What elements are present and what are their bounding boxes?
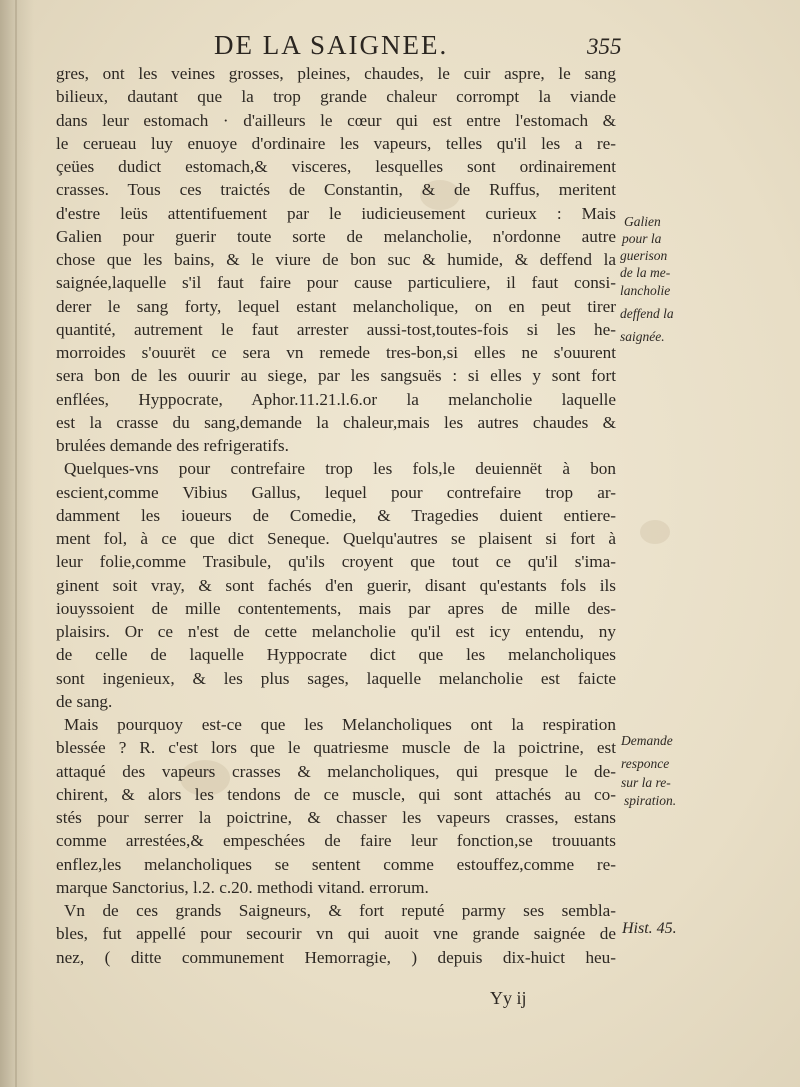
margin-note-line: spiration. (624, 793, 677, 808)
text-line: dans leur estomach · d'ailleurs le cœur qui est entre l'estomach & (56, 110, 616, 130)
text-line: sont ingenieux, & les plus sages, laquelle melancholie est faicte (56, 668, 616, 688)
text-line: bles, fut appellé pour secourir vn qui auoit vne grande saignée de (56, 924, 616, 944)
margin-note-line: guerison (620, 248, 668, 263)
page-edge (15, 0, 17, 1087)
text-line: brulées demande des refrigeratifs. (56, 436, 289, 455)
text-line: plaisirs. Or ce n'est de cette melancholie qu'il est icy entendu, ny (56, 622, 616, 641)
text-line: bilieux, dautant que la trop grande chaleur corrompt la viande (56, 87, 616, 107)
page-header (0, 30, 800, 66)
text-line: iouyssoient de mille contentements, mais par apres de mille des- (56, 598, 616, 618)
foxing-spot (640, 520, 670, 544)
margin-note-line: pour la (622, 231, 662, 246)
signature-mark: Yy ij (490, 988, 527, 1008)
margin-note-line: deffend la (620, 306, 674, 321)
text-line: de celle de laquelle Hyppocrate dict que les melancholiques (56, 645, 616, 665)
text-line: Quelques-vns pour contrefaire trop les fols,le deuiennët à bon (64, 459, 616, 479)
text-line: Mais pourquoy est-ce que les Melancholiques ont la respiration (64, 715, 616, 734)
text-line: ginent soit vray, & sont fachés d'en guerir, disant qu'estants fols ils (56, 575, 616, 595)
text-line: leur folie,comme Trasibule, qu'ils croyent que tout ce qu'il s'ima- (56, 552, 616, 572)
text-line: blessée ? R. c'est lors que le quatriesme muscle de la poictrine, est (56, 738, 616, 758)
margin-note-line: Demande (621, 733, 673, 748)
text-line: escient,comme Vibius Gallus, lequel pour contrefaire trop ar- (56, 482, 616, 502)
text-line: Vn de ces grands Saigneurs, & fort reputé parmy ses sembla- (64, 901, 616, 920)
running-head: DE LA SAIGNEE. (214, 30, 449, 60)
text-line: nez, ( ditte communement Hemorragie, ) depuis dix-huict heu- (56, 947, 616, 967)
text-line: ment fol, à ce que dict Seneque. Quelqu'autres se plaisent si fort à (56, 529, 616, 548)
gutter-shadow (0, 0, 34, 1087)
margin-note-line: de la me- (620, 265, 671, 280)
text-line: sera bon de les ouurir au siege, par les sangsuës : si elles y sont fort (56, 366, 616, 386)
margin-note-line: Galien (624, 214, 661, 229)
text-line: crasses. Tous ces traictés de Constantin, & de Ruffus, meritent (56, 180, 616, 200)
text-line: chirent, & alors les tendons de ce muscle, qui sont attachés au co- (56, 784, 616, 804)
text-line: d'estre leüs attentifuement par le iudicieusement curieux : Mais (56, 203, 616, 223)
margin-note-line: saignée. (620, 329, 665, 344)
text-line: derer le sang forty, lequel estant melancholique, on en peut tirer (56, 296, 616, 316)
text-line: gres, ont les veines grosses, pleines, chaudes, le cuir aspre, le sang (56, 64, 616, 83)
text-line: comme arrestées,& empeschées de faire leur fonction,se trouuants (56, 831, 616, 851)
text-line: enflez,les melancholiques se sentent comme estouffez,comme re- (56, 854, 616, 874)
text-line: de sang. (56, 691, 113, 711)
text-line: stés pour serrer la poictrine, & chasser les vapeurs crasses, estans (56, 808, 616, 827)
text-line: Galien pour guerir toute sorte de melancholie, n'ordonne autre (56, 226, 616, 246)
text-line: morroides s'ouurët ce sera vn remede tres-bon,si elles ne s'ouurent (56, 343, 616, 362)
text-line: chose que les bains, & le viure de bon suc & humide, & deffend la (56, 250, 616, 269)
text-line: damment les ioueurs de Comedie, & Tragedies duient entiere- (56, 505, 616, 525)
text-line: quantité, autrement le faut arrester aussi-tost,toutes-fois si les he- (56, 319, 616, 339)
margin-note-history: Hist. 45. (622, 920, 677, 937)
text-line: attaqué des vapeurs crasses & melancholiques, qui presque le de- (56, 761, 616, 781)
text-line: saignée,laquelle s'il faut faire pour cause particuliere, il faut consi- (56, 273, 616, 293)
margin-note-line: sur la re- (621, 775, 671, 790)
text-line: le cerueau luy enuoye d'ordinaire les vapeurs, telles qu'il les a re- (56, 133, 616, 153)
body-text (56, 62, 616, 969)
page-number: 355 (587, 34, 622, 59)
text-line: çeües dudict estomach,& visceres, lesquelles sont ordinairement (56, 157, 616, 176)
margin-note-line: responce (621, 756, 670, 771)
text-line: enflées, Hyppocrate, Aphor.11.21.l.6.or la melancholie laquelle (56, 389, 616, 409)
text-line: marque Sanctorius, l.2. c.20. methodi vitand. errorum. (56, 877, 429, 897)
margin-note-line: lancholie (620, 283, 671, 298)
text-line: est la crasse du sang,demande la chaleur,mais les autres chaudes & (56, 412, 616, 432)
